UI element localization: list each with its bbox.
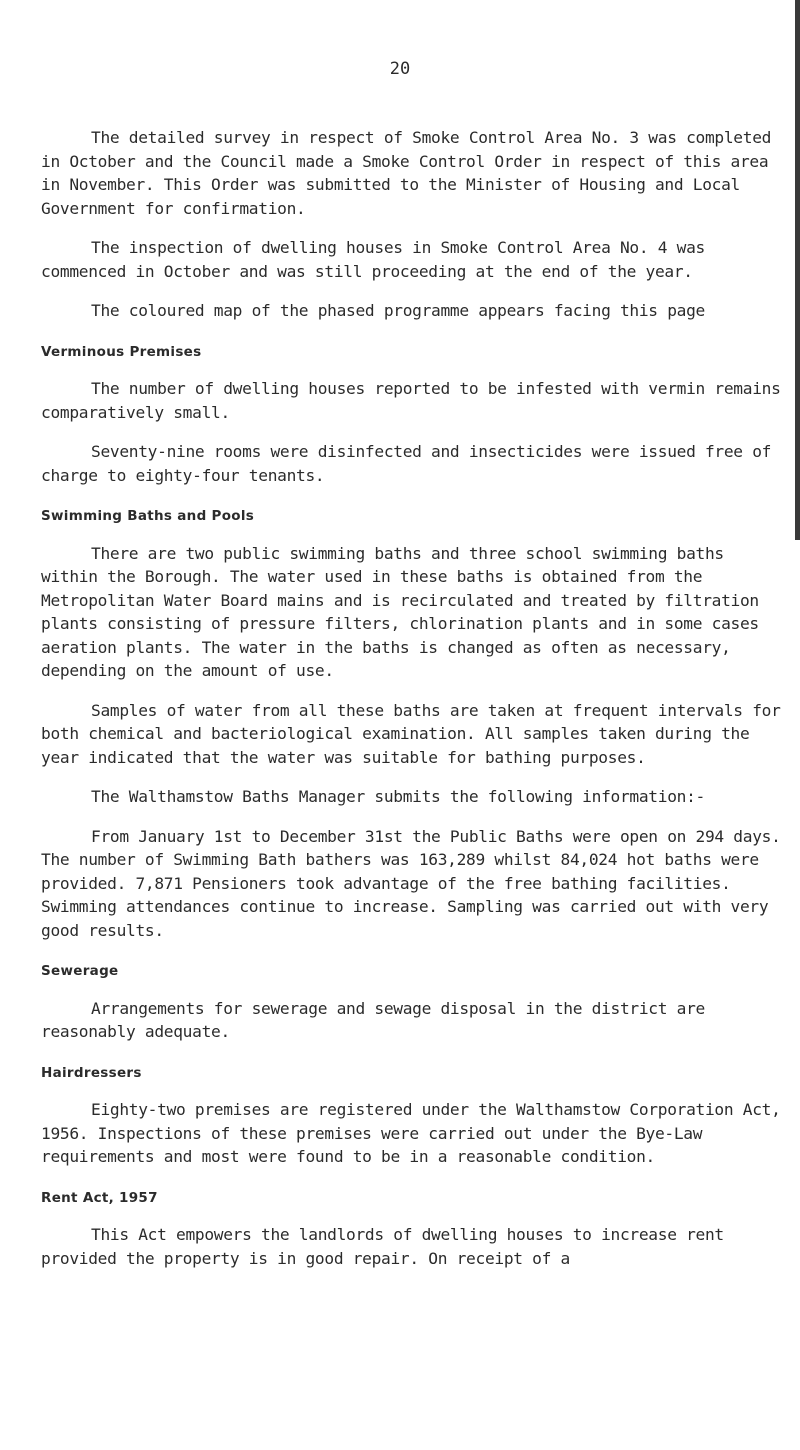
section-heading: Sewerage — [41, 963, 119, 979]
section-hairdressers — [41, 1062, 781, 1169]
paragraph: Eighty-two premises are registered under the Walthamstow Corporation Act, 1956. Inspections of these premises were carried out under the Bye-Law requirements and most were found to be in a reasonable condition. — [41, 1100, 781, 1166]
section-heading: Swimming Baths and Pools — [41, 508, 255, 524]
page-edge-shadow — [795, 0, 800, 540]
section-swimming-baths — [41, 505, 781, 942]
paragraph: The detailed survey in respect of Smoke Control Area No. 3 was completed in October and the Council made a Smoke Control Order in respect of this area in November. This Order was submitted to the Minister of Housing and Local Government for confirmation. — [41, 128, 772, 218]
paragraph: The coloured map of the phased programme appears facing this page — [91, 301, 705, 320]
paragraph: From January 1st to December 31st the Public Baths were open on 294 days. The number of Swimming Bath bathers was 163,289 whilst 84,024 hot baths were provided. 7,871 Pensioners took advantage of the free bathing facilities. Swimming attendances continue to increase. Sampling was carried out with very good results. — [41, 826, 781, 940]
paragraph: Seventy-nine rooms were disinfected and insecticides were issued free of charge to eighty-four tenants. — [41, 442, 772, 485]
paragraph: The Walthamstow Baths Manager submits the following information:- — [91, 787, 705, 806]
section-heading: Hairdressers — [41, 1064, 142, 1081]
paragraph: The number of dwelling houses reported to be infested with vermin remains comparatively small. — [41, 379, 781, 422]
paragraph: There are two public swimming baths and three school swimming baths within the Borough. The water used in these baths is obtained from the Metropolitan Water Board mains and is recirculated and treated by filtration plants consisting of pressure filters, chlorination plants and in some cases aeration plants. The water in the baths is changed as often as necessary, depending on the amount of use. — [41, 543, 759, 680]
paragraph: This Act empowers the landlords of dwelling houses to increase rent provided the property is in good repair. On receipt of a — [41, 1225, 724, 1268]
section-sewerage — [41, 960, 781, 1044]
section-verminous-premises — [41, 341, 781, 488]
section-rent-act — [41, 1187, 781, 1271]
paragraph: Samples of water from all these baths are taken at frequent intervals for both chemical and bacteriological examination. All samples taken during the year indicated that the water was suitable for bathing purposes. — [41, 700, 781, 767]
section-heading: Rent Act, 1957 — [41, 1189, 158, 1206]
document-body — [41, 126, 781, 1286]
page-number: 20 — [389, 59, 411, 79]
section-smoke-control — [41, 126, 781, 323]
section-heading: Verminous Premises — [41, 343, 202, 360]
paragraph: The inspection of dwelling houses in Smoke Control Area No. 4 was commenced in October and was still proceeding at the end of the year. — [41, 238, 705, 281]
paragraph: Arrangements for sewerage and sewage disposal in the district are reasonably adequate. — [41, 998, 705, 1041]
